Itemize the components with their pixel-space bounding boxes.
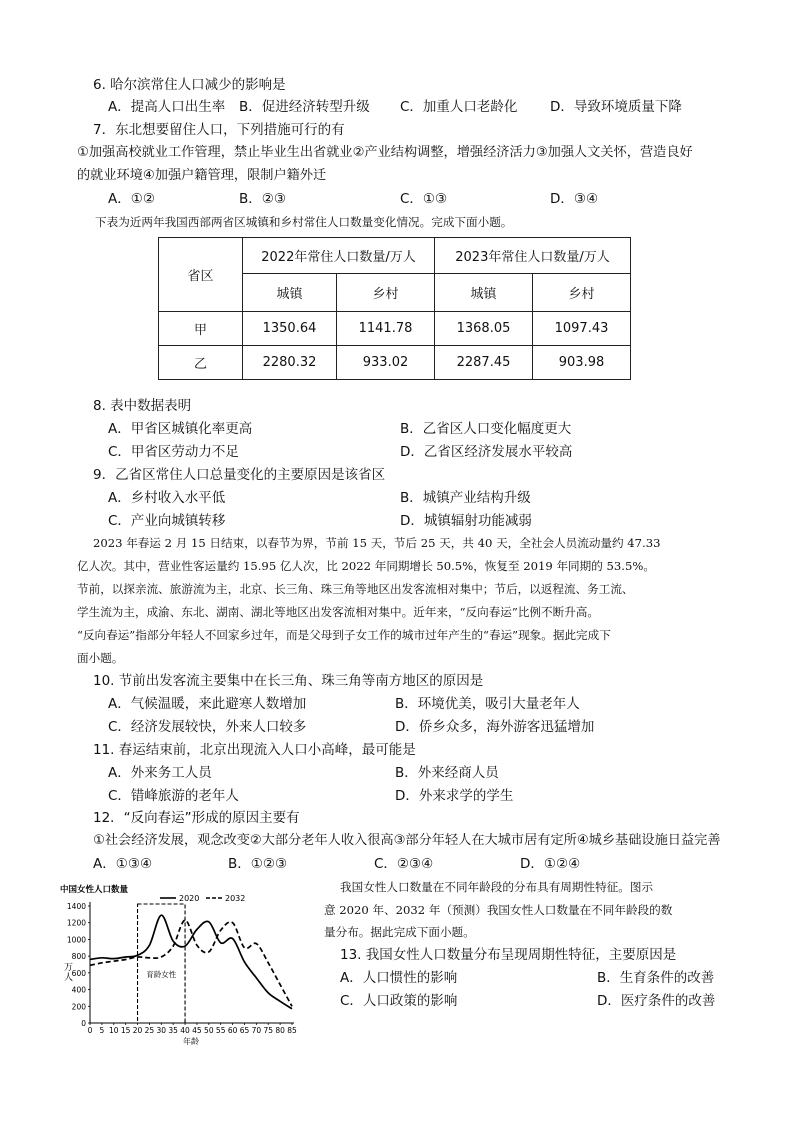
q7-line1: ①加强高校就业工作管理，禁止毕业生出省就业②产业结构调整，增强经济活力③加强人文关怀，营造良好 [77,145,693,160]
q8-option-d: D．乙省区经济发展水平较高 [400,444,573,460]
y-tick-label: 800 [71,952,86,962]
table-row [159,346,631,380]
q13-intro-line: 意 2020 年、2032 年（预测）我国女性人口数量在不同年龄段的数 [324,903,673,917]
passage-line: 学生流为主，成渝、东北、湖南、湖北等地区出发客流相对集中。近年来，“反向春运”比例不断升高。 [77,605,599,619]
q6-option-b: B．促进经济转型升级 [239,99,370,115]
q12-option-d: D．①②④ [520,856,581,872]
q6-option-a: A．提高人口出生率 [108,99,226,115]
passage-line: 亿人次。其中，营业性客运量约 15.95 亿人次，比 2022 年同期增长 50.5%，恢复至 2019 年同期的 53.5%。 [77,559,655,573]
cell: 903.98 [533,346,631,380]
q12-stem: 12．“反向春运”形成的原因主要有 [93,810,300,826]
q6-option-c: C．加重人口老龄化 [400,99,518,115]
table-row [159,312,631,346]
passage-line: 2023 年春运 2 月 15 日结束，以春节为界，节前 15 天，节后 25 天，共 40 天，全社会人员流动量约 47.33 [93,536,661,550]
childbearing-age-box [138,904,186,1023]
q10-option-b: B．环境优美，吸引大量老年人 [395,696,580,712]
cell: 1368.05 [435,312,533,346]
table-intro: 下表为近两年我国西部两省区城镇和乡村常住人口数量变化情况。完成下面小题。 [95,215,513,229]
q13-intro-line: 量分布。据此完成下面小题。 [324,925,475,939]
q13-option-d: D．医疗条件的改善 [597,993,716,1009]
q11-option-b: B．外来经商人员 [395,765,499,781]
q9-option-a: A．乡村收入水平低 [108,490,226,506]
x-tick-label: 45 [192,1026,202,1035]
x-tick-label: 5 [99,1026,105,1035]
x-tick-label: 85 [287,1026,297,1035]
y-tick-label: 1200 [66,918,86,928]
q9-option-d: D．城镇辐射功能减弱 [400,513,532,529]
q10-stem: 10. 节前出发客流主要集中在长三角、珠三角等南方地区的原因是 [93,673,484,689]
y-tick-label: 1400 [66,902,86,911]
y-tick-label: 200 [71,1002,86,1012]
chart-title: 中国女性人口数量 [60,885,129,895]
x-tick-label: 50 [204,1026,214,1035]
header-rural-2022: 乡村 [337,274,435,312]
population-table [158,237,631,380]
cell: 933.02 [337,346,435,380]
q13-option-b: B．生育条件的改善 [597,970,715,986]
q8-stem: 8. 表中数据表明 [93,398,192,414]
q7-stem: 7．东北想要留住人口，下列措施可行的有 [93,122,345,138]
header-urban-2022: 城镇 [243,274,337,312]
passage-line: 面小题。 [77,651,124,665]
cell: 2280.32 [243,346,337,380]
cell: 2287.45 [435,346,533,380]
header-2023: 2023年常住人口数量/万人 [435,238,631,274]
q12-option-a: A．①③④ [93,856,153,872]
q7-option-d: D．③④ [550,191,599,207]
x-tick-label: 75 [263,1026,274,1035]
x-tick-label: 10 [108,1026,119,1035]
q12-line1: ①社会经济发展，观念改变②大部分老年人收入很高③部分年轻人在大城市居有定所④城乡基础设施日益完善 [93,833,721,848]
x-tick-label: 80 [275,1026,285,1035]
q13-stem: 13. 我国女性人口数量分布呈现周期性特征，主要原因是 [340,947,677,963]
legend-label-2032: 2032 [225,894,246,903]
x-tick-label: 55 [215,1026,226,1035]
q13-option-c: C．人口政策的影响 [340,993,458,1009]
y-tick-label: 0 [81,1019,86,1028]
female-population-chart [56,882,318,1052]
y-axis-label: 万人 [64,963,74,983]
q9-stem: 9．乙省区常住人口总量变化的主要原因是该省区 [93,467,386,483]
x-tick-label: 0 [87,1026,93,1035]
q9-option-b: B．城镇产业结构升级 [400,490,531,506]
q7-line2: 的就业环境④加强户籍管理，限制户籍外迁 [77,168,327,183]
x-tick-label: 15 [120,1026,131,1035]
q13-intro-line: 我国女性人口数量在不同年龄段的分布具有周期性特征。图示 [340,880,654,894]
q9-option-c: C．产业向城镇转移 [108,513,226,529]
x-tick-label: 25 [144,1026,155,1035]
q10-option-d: D．侨乡众多，海外游客迅猛增加 [395,719,595,735]
y-tick-label: 400 [71,985,86,995]
passage-line: “反向春运”指部分年轻人不回家乡过年，而是父母到子女工作的城市过年产生的“春运”现象。据此完成下 [77,628,611,642]
q11-option-a: A．外来务工人员 [108,765,212,781]
q11-option-d: D．外来求学的学生 [395,788,514,804]
x-tick-label: 70 [251,1026,262,1035]
q7-option-c: C．①③ [400,191,448,207]
header-2022: 2022年常住人口数量/万人 [243,238,435,274]
header-province: 省区 [159,238,243,312]
q12-option-b: B．①②③ [228,856,288,872]
x-tick-label: 20 [132,1026,143,1035]
q7-option-b: B．②③ [239,191,286,207]
cell: 1350.64 [243,312,337,346]
legend-label-2020: 2020 [179,894,200,903]
q6-stem: 6. 哈尔滨常住人口减少的影响是 [93,77,286,93]
header-rural-2023: 乡村 [533,274,631,312]
row-name: 甲 [159,312,243,346]
q11-stem: 11. 春运结束前，北京出现流入人口小高峰，最可能是 [93,742,416,758]
series-line-2032 [90,920,292,1006]
x-tick-label: 40 [180,1026,190,1035]
annotation-label: 育龄女性 [146,970,177,979]
q8-option-a: A．甲省区城镇化率更高 [108,421,253,437]
cell: 1097.43 [533,312,631,346]
y-tick-label: 1000 [66,935,86,945]
header-urban-2023: 城镇 [435,274,533,312]
passage-line: 节前，以探亲流、旅游流为主，北京、长三角、珠三角等地区出发客流相对集中；节后，以返程流、务工流、 [77,582,634,596]
cell: 1141.78 [337,312,435,346]
q8-option-b: B．乙省区人口变化幅度更大 [400,421,572,437]
q13-option-a: A．人口惯性的影响 [340,970,458,986]
q7-option-a: A．①② [108,191,155,207]
q8-option-c: C．甲省区劳动力不足 [108,444,239,460]
q10-option-a: A．气候温暖，来此避寒人数增加 [108,696,307,712]
x-tick-label: 60 [227,1026,238,1035]
q12-option-c: C．②③④ [374,856,434,872]
row-name: 乙 [159,346,243,380]
x-tick-label: 65 [239,1026,250,1035]
x-tick-label: 30 [156,1026,167,1035]
q11-option-c: C．错峰旅游的老年人 [108,788,239,804]
x-tick-label: 35 [168,1026,178,1035]
q6-option-d: D．导致环境质量下降 [550,99,682,115]
y-tick-label: 600 [71,968,86,978]
q10-option-c: C．经济发展较快，外来人口较多 [108,719,307,735]
x-axis-label: 年龄 [183,1037,199,1046]
